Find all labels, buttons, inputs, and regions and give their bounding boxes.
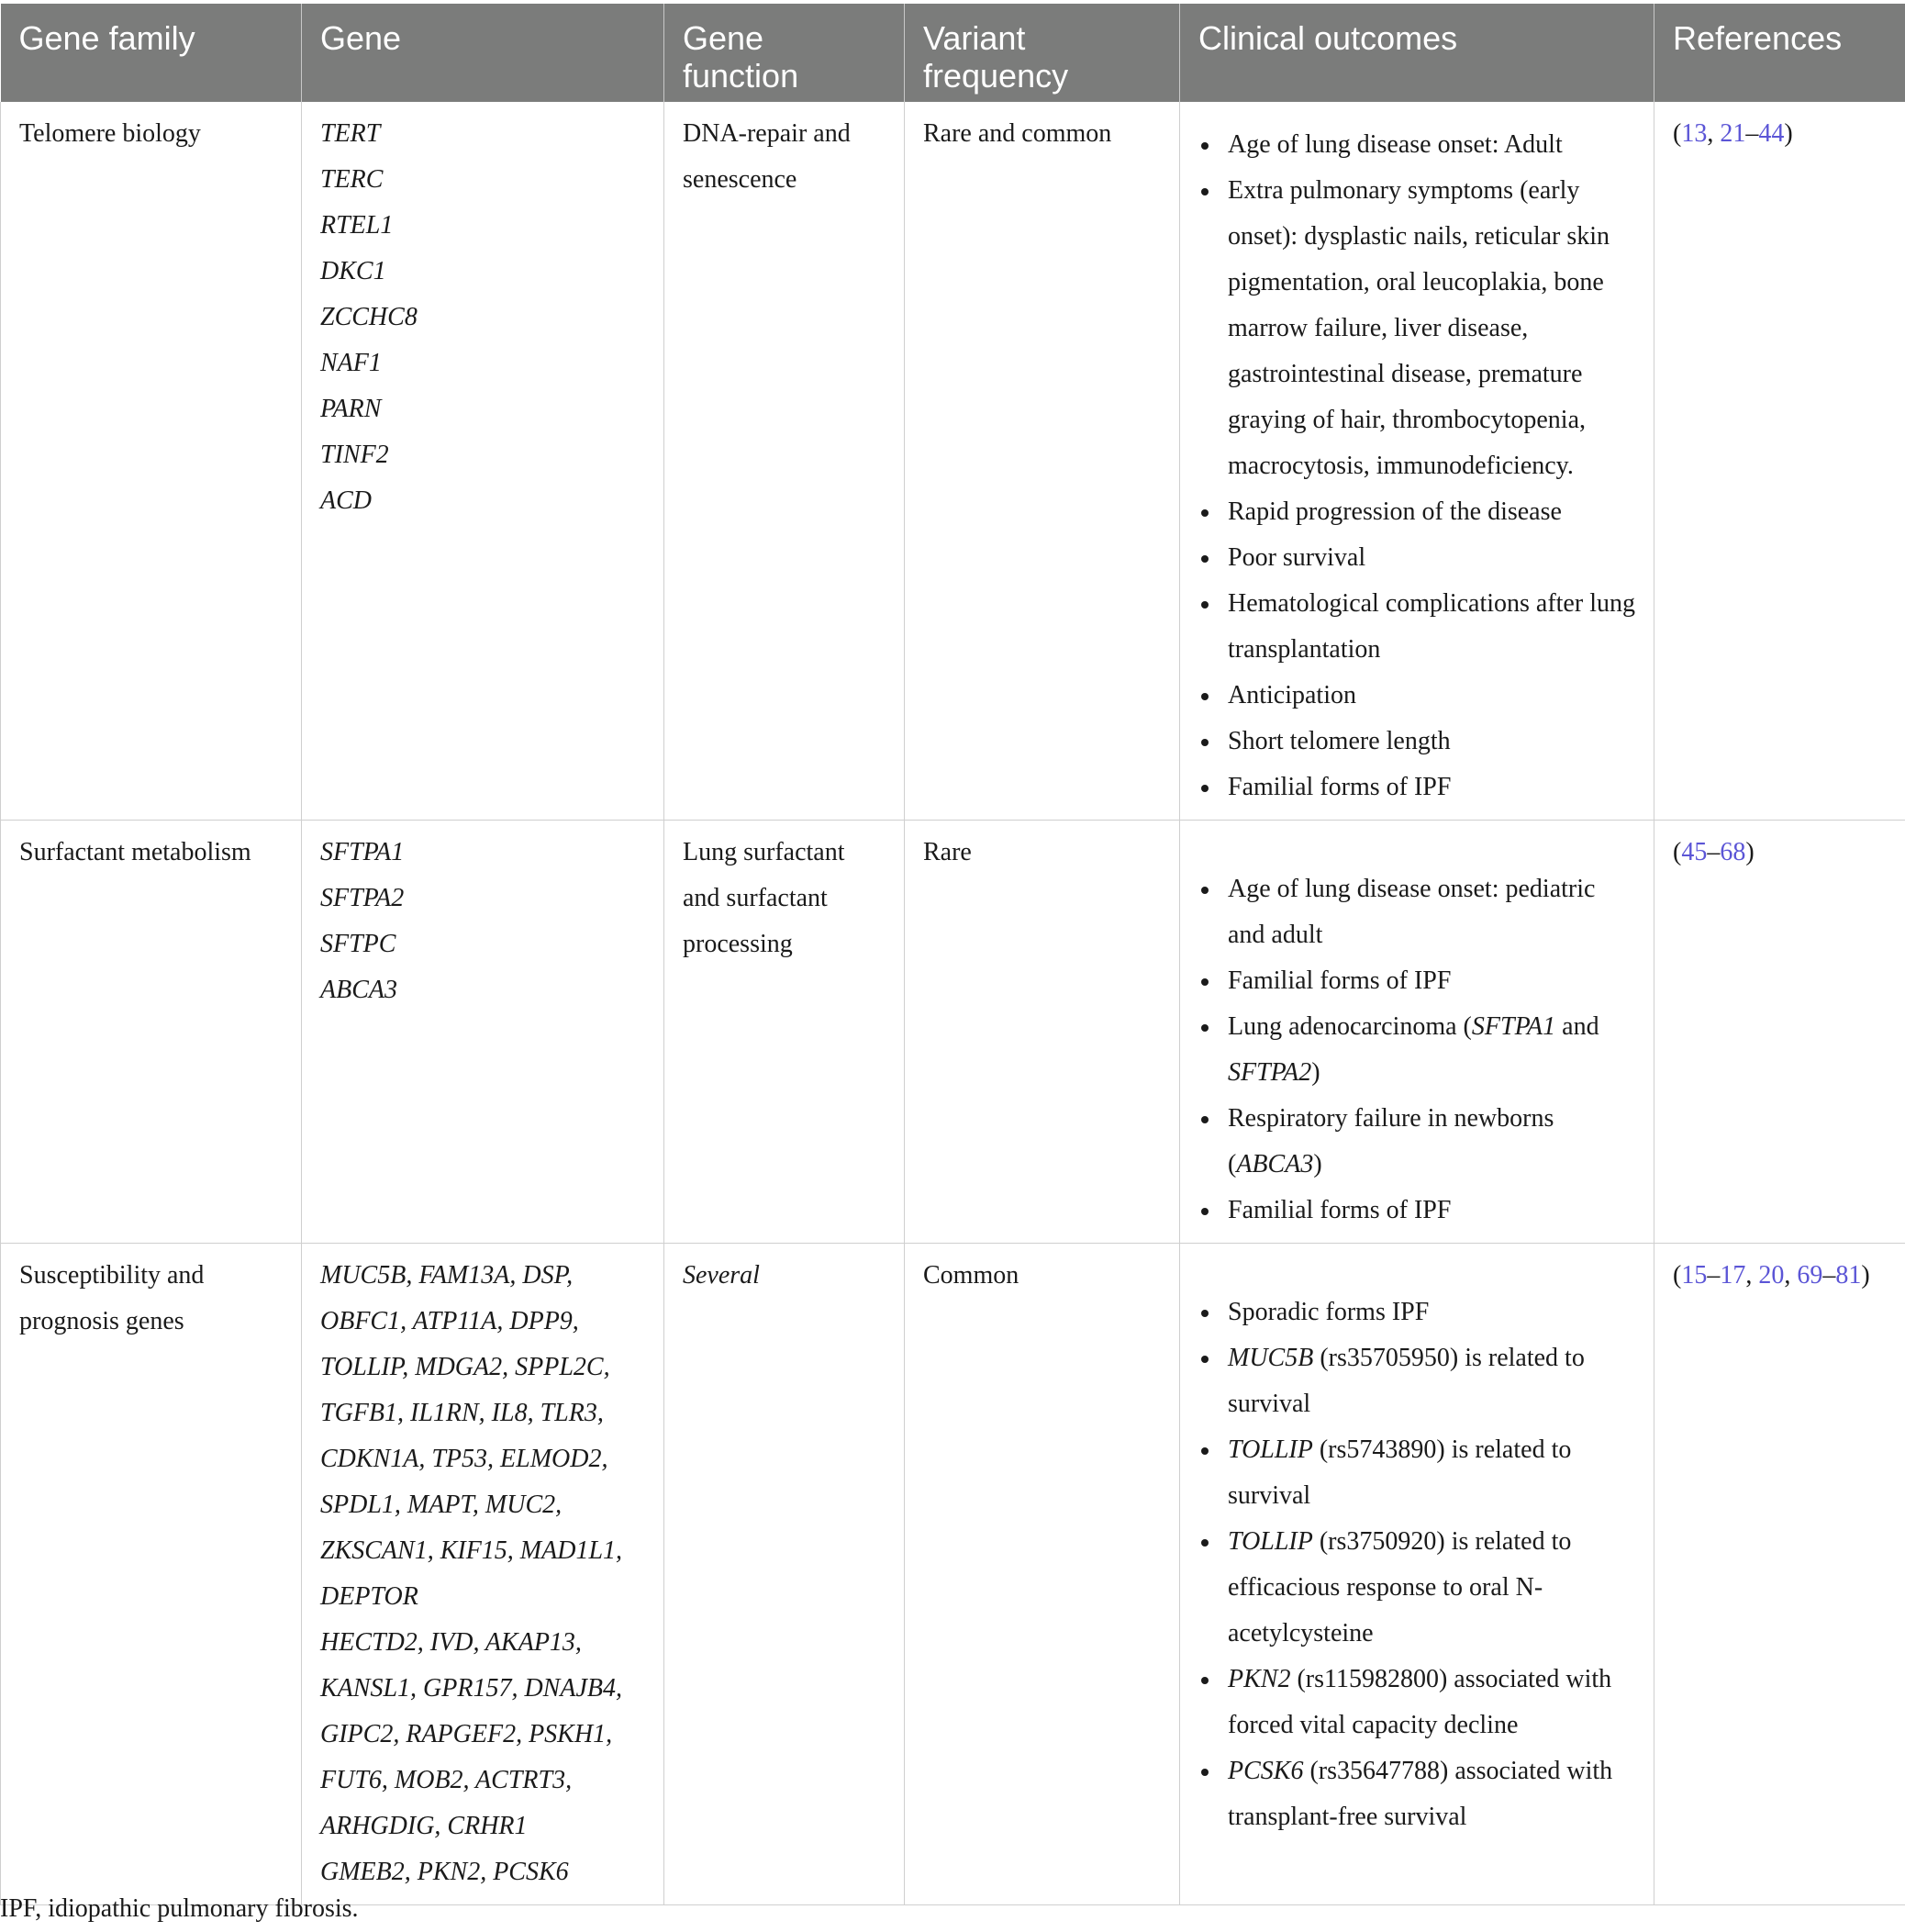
clinical-outcomes-cell	[1180, 1244, 1654, 1905]
variant-frequency-cell: Rare	[905, 821, 1180, 1244]
outcome-item: PCSK6 (rs35647788) associated with transplant-free survival	[1198, 1748, 1635, 1840]
outcome-item: PKN2 (rs115982800) associated with forced vital capacity decline	[1198, 1657, 1635, 1748]
gene-name: ACD	[320, 486, 372, 515]
outcome-item: Age of lung disease onset: pediatric and adult	[1198, 866, 1635, 958]
outcome-item: Respiratory failure in newborns (ABCA3)	[1198, 1096, 1635, 1188]
gene-name-group: HECTD2, IVD, AKAP13, KANSL1, GPR157, DNAJB4, GIPC2, RAPGEF2, PSKH1, FUT6, MOB2, ACTRT3, ARHGDIG, CRHR1	[320, 1628, 622, 1840]
variant-frequency-cell: Rare and common	[905, 102, 1180, 821]
outcome-item: Poor survival	[1198, 535, 1635, 581]
gene-name: PARN	[320, 395, 382, 423]
gene-name: ABCA3	[320, 976, 397, 1004]
table-row	[1, 1244, 1905, 1905]
outcome-item: Extra pulmonary symptoms (early onset): dysplastic nails, reticular skin pigmentation, oral leucoplakia, bone marrow failure, liver disease, gastrointestinal disease, premature graying of hair, thrombocytopenia, macrocytosis, immunodeficiency.	[1198, 168, 1635, 489]
outcome-item: TOLLIP (rs5743890) is related to survival	[1198, 1427, 1635, 1519]
outcome-item: Familial forms of IPF	[1198, 1188, 1635, 1234]
reference-link[interactable]: 68	[1720, 838, 1746, 866]
gene-name: ZCCHC8	[320, 303, 418, 331]
gene-name: TERC	[320, 165, 384, 194]
gene-name: TINF2	[320, 441, 389, 469]
outcome-item: Short telomere length	[1198, 719, 1635, 765]
gene-table	[0, 4, 1905, 1905]
gene-family-cell: Surfactant metabolism	[1, 821, 302, 1244]
gene-name: TERT	[320, 119, 381, 148]
gene-function-cell: Lung surfactant and surfactant processing	[664, 821, 905, 1244]
reference-link[interactable]: 15	[1681, 1261, 1708, 1290]
clinical-outcomes-cell	[1180, 821, 1654, 1244]
table-container	[0, 4, 1905, 1905]
gene-name-group: GMEB2, PKN2, PCSK6	[320, 1858, 569, 1886]
gene-name: SFTPC	[320, 930, 396, 958]
references-cell: (45–68)	[1654, 821, 1905, 1244]
reference-link[interactable]: 69	[1797, 1261, 1823, 1290]
gene-name: SFTPA2	[320, 884, 405, 912]
gene-name-group: MUC5B, FAM13A, DSP, OBFC1, ATP11A, DPP9, TOLLIP, MDGA2, SPPL2C, TGFB1, IL1RN, IL8, TLR3, CDKN1A, TP53, ELMOD2, SPDL1, MAPT, MUC2, ZKSCAN1, KIF15, MAD1L1, DEPTOR	[320, 1261, 623, 1611]
outcomes-list	[1198, 122, 1635, 810]
gene-cell	[302, 821, 664, 1244]
outcomes-list	[1198, 1290, 1635, 1840]
variant-frequency-cell: Common	[905, 1244, 1180, 1905]
gene-family-cell: Susceptibility and prognosis genes	[1, 1244, 302, 1905]
reference-link[interactable]: 81	[1835, 1261, 1862, 1290]
reference-link[interactable]: 21	[1720, 119, 1746, 148]
gene-name: NAF1	[320, 349, 382, 377]
reference-link[interactable]: 45	[1681, 838, 1708, 866]
outcome-item: Familial forms of IPF	[1198, 765, 1635, 810]
outcome-item: Lung adenocarcinoma (SFTPA1 and SFTPA2)	[1198, 1004, 1635, 1096]
clinical-outcomes-cell	[1180, 102, 1654, 821]
outcome-item: Age of lung disease onset: Adult	[1198, 122, 1635, 168]
outcome-item: Anticipation	[1198, 673, 1635, 719]
reference-link[interactable]: 20	[1758, 1261, 1785, 1290]
header-gene-function: Gene function	[664, 4, 905, 102]
outcome-item: Rapid progression of the disease	[1198, 489, 1635, 535]
table-row	[1, 821, 1905, 1244]
reference-link[interactable]: 17	[1720, 1261, 1746, 1290]
header-references: References	[1654, 4, 1905, 102]
outcome-item: Hematological complications after lung transplantation	[1198, 581, 1635, 673]
references-cell: (13, 21–44)	[1654, 102, 1905, 821]
gene-family-cell: Telomere biology	[1, 102, 302, 821]
outcome-item: MUC5B (rs35705950) is related to survival	[1198, 1335, 1635, 1427]
outcome-item: Familial forms of IPF	[1198, 958, 1635, 1004]
header-gene: Gene	[302, 4, 664, 102]
header-row	[1, 4, 1905, 102]
references-cell: (15–17, 20, 69–81)	[1654, 1244, 1905, 1905]
header-clinical-outcomes: Clinical outcomes	[1180, 4, 1654, 102]
gene-function-cell: Several	[664, 1244, 905, 1905]
reference-link[interactable]: 13	[1681, 119, 1708, 148]
outcomes-list	[1198, 866, 1635, 1234]
outcome-item: Sporadic forms IPF	[1198, 1290, 1635, 1335]
gene-name: SFTPA1	[320, 838, 405, 866]
gene-cell	[302, 1244, 664, 1905]
table-row	[1, 102, 1905, 821]
gene-name: RTEL1	[320, 211, 394, 240]
outcome-item: TOLLIP (rs3750920) is related to efficacious response to oral N-acetylcysteine	[1198, 1519, 1635, 1657]
gene-cell	[302, 102, 664, 821]
gene-function-cell: DNA-repair and senescence	[664, 102, 905, 821]
gene-name: DKC1	[320, 257, 386, 285]
header-variant-frequency: Variant frequency	[905, 4, 1180, 102]
header-gene-family: Gene family	[1, 4, 302, 102]
table-footnote: IPF, idiopathic pulmonary fibrosis.	[0, 1894, 359, 1923]
reference-link[interactable]: 44	[1758, 119, 1785, 148]
